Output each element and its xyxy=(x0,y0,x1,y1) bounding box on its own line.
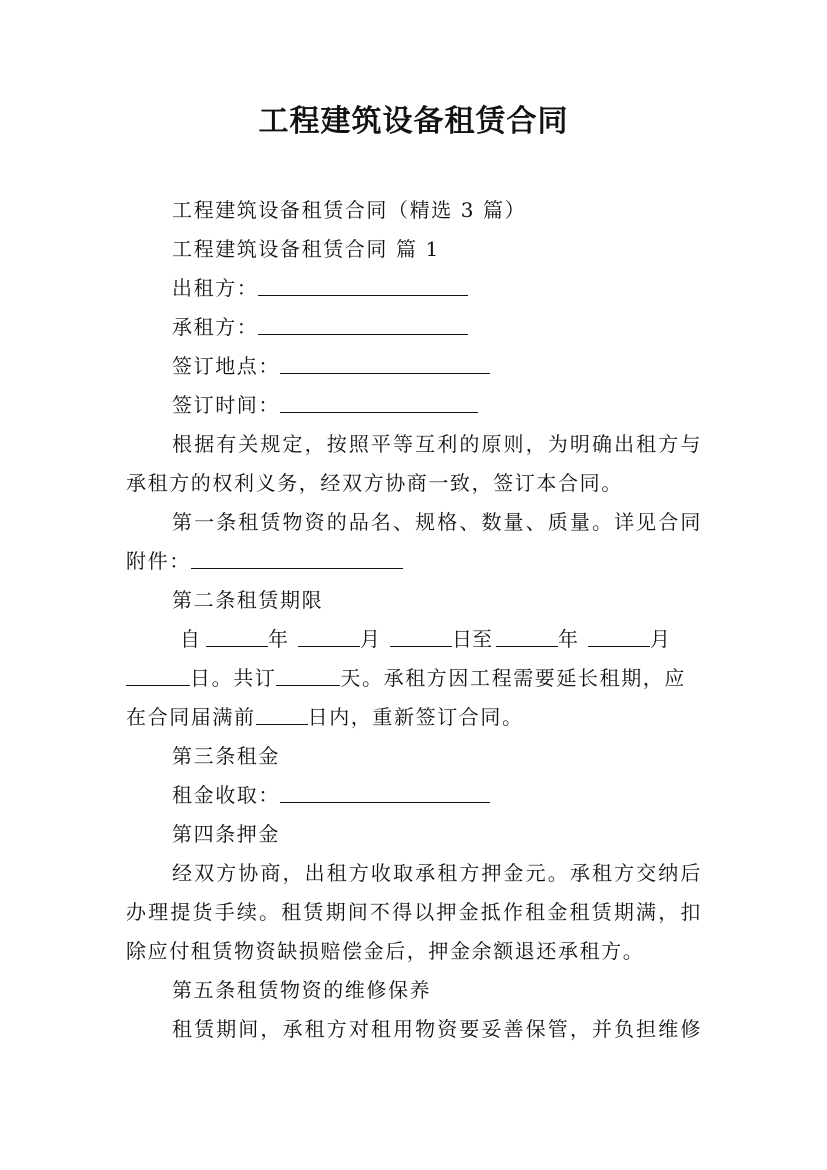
place-label: 签订地点： xyxy=(172,354,280,378)
intro-paragraph-line1: 根据有关规定，按照平等互利的原则，为明确出租方与 xyxy=(172,432,702,456)
lease-period-line1 xyxy=(180,620,702,658)
article5-line1: 租赁期间，承租方对租用物资要妥善保管，并负担维修 xyxy=(172,1017,702,1041)
article4-heading: 第四条押金 xyxy=(172,822,280,846)
end-month-blank xyxy=(588,624,650,647)
lessee-field xyxy=(126,308,702,346)
time-label: 签订时间： xyxy=(172,393,280,417)
rent-label: 租金收取： xyxy=(172,783,280,807)
deposit-line2: 办理提货手续。租赁期间不得以押金抵作租金租赁期满，扣 xyxy=(126,900,702,924)
part-heading: 工程建筑设备租赁合同 篇 1 xyxy=(172,237,440,261)
time-blank xyxy=(280,390,478,413)
document-title: 工程建筑设备租赁合同 xyxy=(258,104,569,139)
article1-line2 xyxy=(126,542,702,580)
start-month-blank xyxy=(298,624,360,647)
rent-field xyxy=(126,776,702,814)
end-day-blank xyxy=(126,663,190,686)
lease-period-line2 xyxy=(126,659,702,697)
from-label: 自 xyxy=(180,627,200,651)
lease-period-line3 xyxy=(126,698,702,736)
total-days-prefix: 日。共订 xyxy=(190,666,277,690)
attachment-blank xyxy=(191,546,403,569)
total-days-blank xyxy=(276,663,340,686)
lessor-field xyxy=(126,269,702,307)
lessee-blank xyxy=(258,312,468,335)
place-field xyxy=(126,347,702,385)
rent-blank xyxy=(280,780,490,803)
year-label: 年 xyxy=(558,627,578,651)
month-label: 月 xyxy=(360,627,380,651)
intro-paragraph-line2: 承租方的权利义务，经双方协商一致，签订本合同。 xyxy=(126,471,623,495)
to-label: 至 xyxy=(472,627,492,651)
lessor-blank xyxy=(258,273,468,296)
deposit-line1: 经双方协商，出租方收取承租方押金元。承租方交纳后 xyxy=(172,861,702,885)
lessee-label: 承租方： xyxy=(172,315,259,339)
article2-heading: 第二条租赁期限 xyxy=(172,588,324,612)
end-year-blank xyxy=(496,624,558,647)
month-label: 月 xyxy=(650,627,670,651)
extension-days-blank xyxy=(256,702,308,725)
article1-line1: 第一条租赁物资的品名、规格、数量、质量。详见合同 xyxy=(172,510,702,534)
extension-suffix: 日内，重新签订合同。 xyxy=(307,705,524,729)
day-label: 日 xyxy=(452,627,472,651)
start-day-blank xyxy=(390,624,452,647)
lessor-label: 出租方： xyxy=(172,276,259,300)
start-year-blank xyxy=(206,624,268,647)
time-field xyxy=(126,386,702,424)
attachment-label: 附件： xyxy=(126,549,191,573)
extension-prefix: 在合同届满前 xyxy=(126,705,256,729)
year-label: 年 xyxy=(268,627,288,651)
article5-heading: 第五条租赁物资的维修保养 xyxy=(172,978,432,1002)
place-blank xyxy=(280,351,490,374)
article3-heading: 第三条租金 xyxy=(172,744,280,768)
deposit-line3: 除应付租赁物资缺损赔偿金后，押金余额退还承租方。 xyxy=(126,939,645,963)
total-days-suffix: 天。承租方因工程需要延长租期，应 xyxy=(340,666,687,690)
subtitle: 工程建筑设备租赁合同（精选 3 篇） xyxy=(172,198,527,222)
